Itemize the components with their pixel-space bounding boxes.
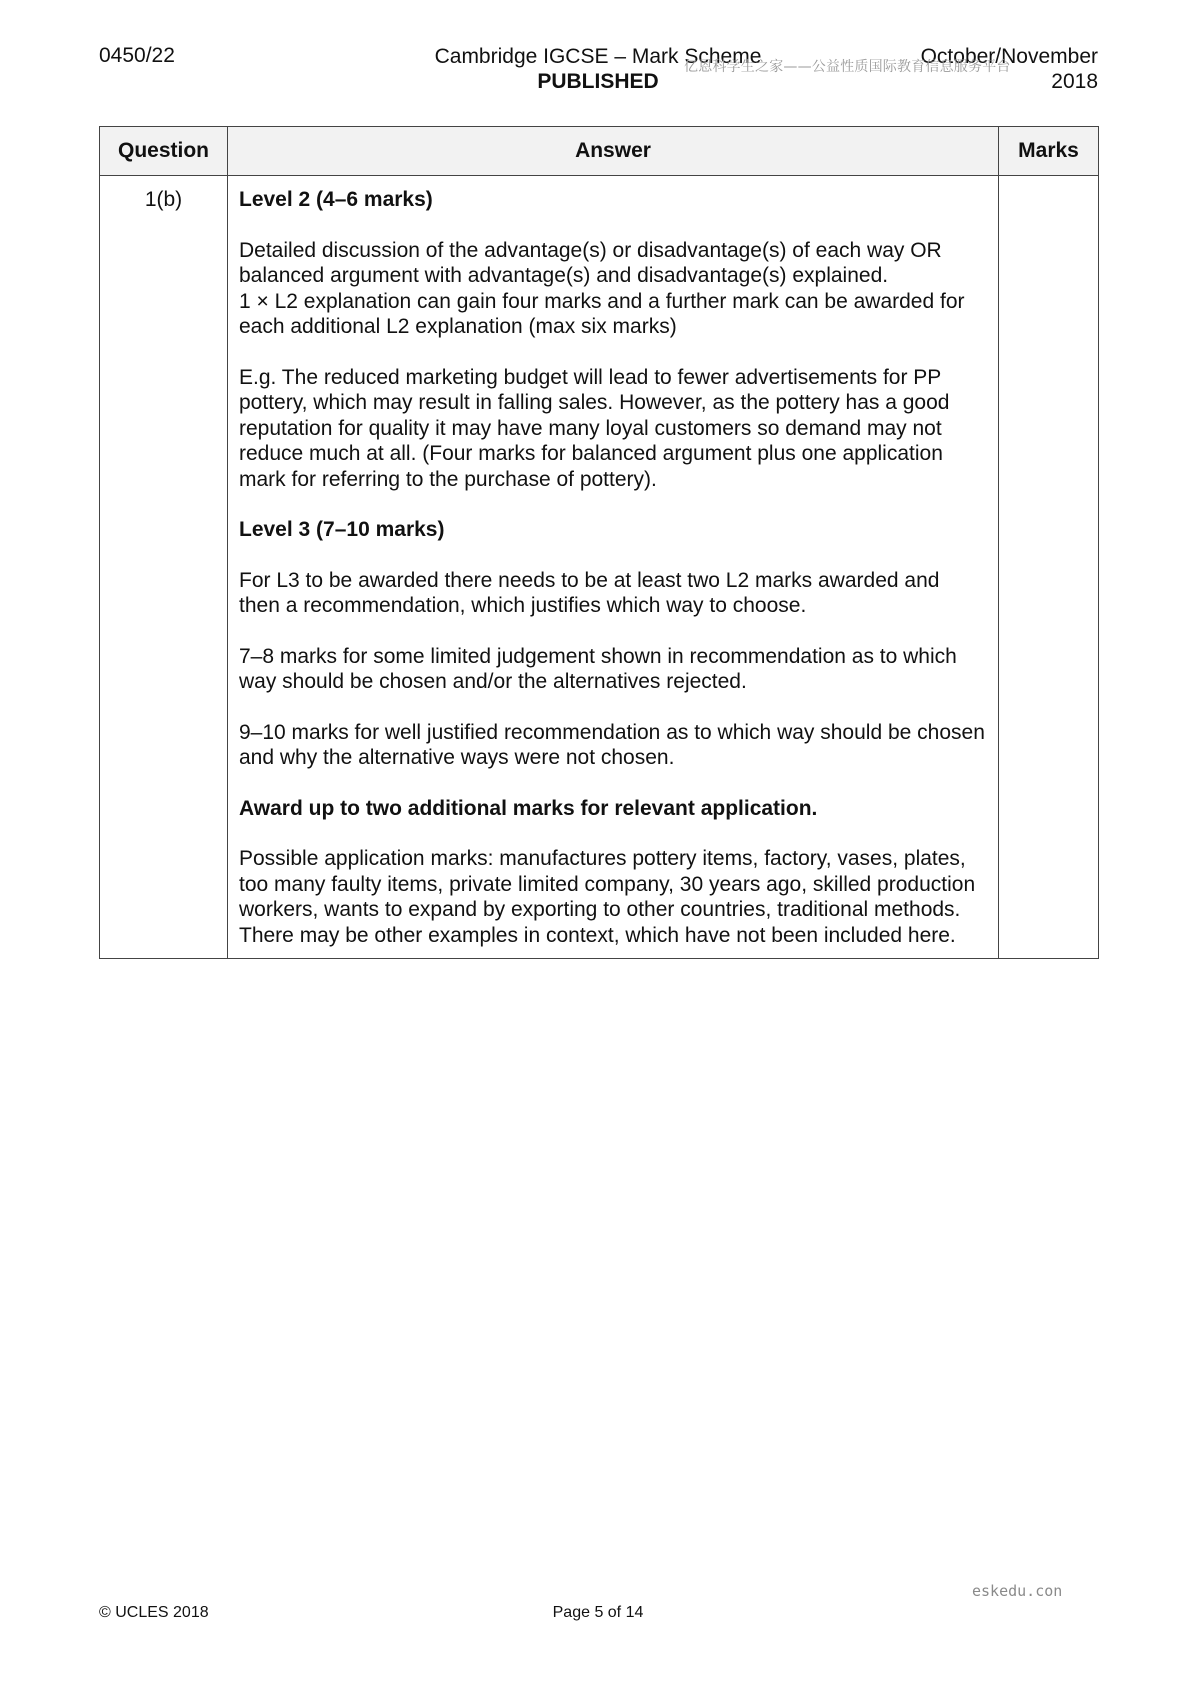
level3-requirement: For L3 to be awarded there needs to be at least two L2 marks awarded and then a recommendation, which justifies which way to choose. [239,568,940,617]
question-number: 1(b) [100,176,228,959]
column-header-marks: Marks [999,127,1099,176]
exam-session: October/November [920,45,1098,68]
document-title: Cambridge IGCSE – Mark Scheme [434,45,762,68]
level2-description [239,238,986,340]
level3-heading: Level 3 (7–10 marks) [239,518,445,541]
paper-code: 0450/22 [99,44,175,67]
mark-scheme-table [99,126,1099,959]
level3-band-7-8: 7–8 marks for some limited judgement shown in recommendation as to which way should be chosen and/or the alternatives rejected. [239,644,957,693]
level3-band-9-10: 9–10 marks for well justified recommendation as to which way should be chosen and why the alternative ways were not chosen. [239,720,985,769]
column-header-question: Question [100,127,228,176]
table-row [100,176,1099,959]
level2-example: E.g. The reduced marketing budget will lead to fewer advertisements for PP pottery, which may result in falling sales. However, as the pottery has a good reputation for quality it may have many loyal customers so demand may not reduce much at all. (Four marks for balanced argument plus one application mark for referring to the purchase of pottery). [239,365,950,491]
application-marks-text: Possible application marks: manufactures pottery items, factory, vases, plates, too many faulty items, private limited company, 30 years ago, skilled production workers, wants to expand by exporting to other countries, traditional methods. There may be other examples in context, which have not been included here. [239,847,976,947]
table-header-row [100,127,1099,176]
header-watermark: 亿恩科学生之家——公益性质国际教育信息服务平台 [684,59,1011,75]
level2-heading: Level 2 (4–6 marks) [239,188,433,211]
application-heading: Award up to two additional marks for relevant application. [239,796,818,820]
page-number: Page 5 of 14 [552,1604,644,1621]
marks-cell [999,176,1099,959]
level2-description-line2: 1 × L2 explanation can gain four marks and a further mark can be awarded for each additional L2 explanation (max six marks) [239,289,965,338]
published-label: PUBLISHED [537,70,659,93]
exam-year: 2018 [1051,70,1098,93]
answer-cell [228,176,999,959]
column-header-answer: Answer [228,127,999,176]
level2-description-line1: Detailed discussion of the advantage(s) or disadvantage(s) of each way OR balanced argument with advantage(s) and disadvantage(s) explained. [239,238,942,287]
footer-site-watermark: eskedu.con [972,1582,1063,1600]
copyright-notice: © UCLES 2018 [99,1604,209,1621]
